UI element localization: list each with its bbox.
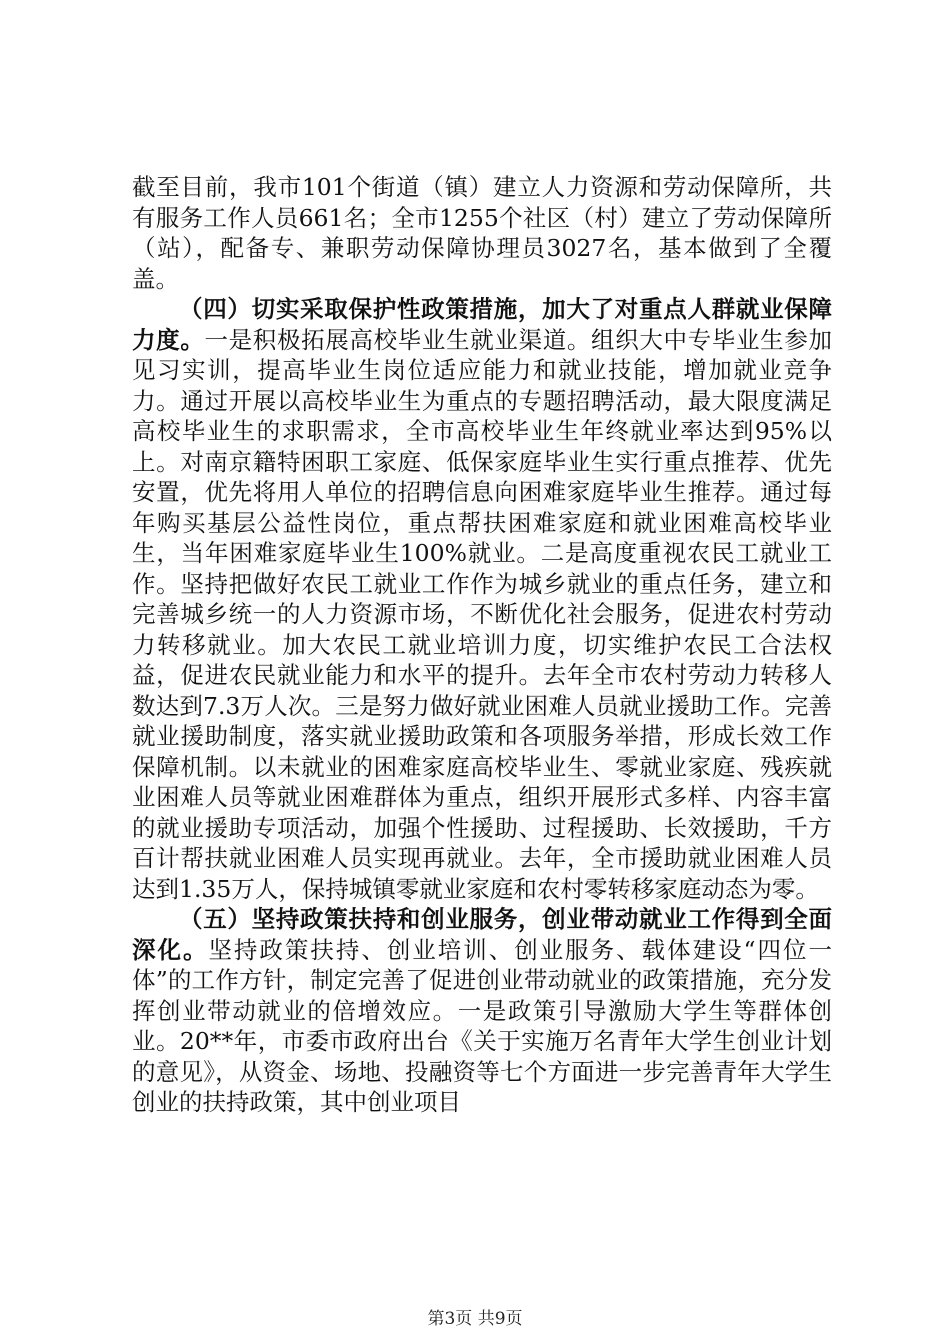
paragraph-section-5 bbox=[132, 904, 832, 1118]
section-heading: （五）坚持政策扶持和创业服务，创业带动就业工作得到全面深化。 bbox=[132, 905, 832, 964]
paragraph-text: 一是积极拓展高校毕业生就业渠道。组织大中专毕业生参加见习实训，提高毕业生岗位适应能力和就业技能，增加就业竞争力。通过开展以高校毕业生为重点的专题招聘活动，最大限度满足高校毕业生的求职需求，全市高校毕业生年终就业率达到95%以上。对南京籍特困职工家庭、低保家庭毕业生实行重点推荐、优先安置，优先将用人单位的招聘信息向困难家庭毕业生推荐。通过每年购买基层公益性岗位，重点帮扶困难家庭和就业困难高校毕业生，当年困难家庭毕业生100%就业。二是高度重视农民工就业工作。坚持把做好农民工就业工作作为城乡就业的重点任务，建立和完善城乡统一的人力资源市场，不断优化社会服务，促进农村劳动力转移就业。加大农民工就业培训力度，切实维护农民工合法权益，促进农民就业能力和水平的提升。去年全市农村劳动力转移人数达到7.3万人次。三是努力做好就业困难人员就业援助工作。完善就业援助制度，落实就业援助政策和各项服务举措，形成长效工作保障机制。以未就业的困难家庭高校毕业生、零就业家庭、残疾就业困难人员等就业困难群体为重点，组织开展形式多样、内容丰富的就业援助专项活动，加强个性援助、过程援助、长效援助，千方百计帮扶就业困难人员实现再就业。去年，全市援助就业困难人员达到1.35万人，保持城镇零就业家庭和农村零转移家庭动态为零。 bbox=[132, 325, 833, 903]
document-body bbox=[132, 172, 832, 1118]
page-footer: 第3页 共9页 bbox=[427, 1309, 523, 1329]
section-heading: （四）切实采取保护性政策措施，加大了对重点人群就业保障力度。 bbox=[132, 295, 832, 354]
paragraph-text: 坚持政策扶持、创业培训、创业服务、载体建设“四位一体”的工作方针，制定完善了促进创业带动就业的政策措施，充分发挥创业带动就业的倍增效应。一是政策引导激励大学生等群体创业。20**年，市委市政府出台《关于实施万名青年大学生创业计划的意见》，从资金、场地、投融资等七个方面进一步完善青年大学生创业的扶持政策，其中创业项目 bbox=[132, 935, 833, 1116]
paragraph-text: 截至目前，我市101个街道（镇）建立人力资源和劳动保障所，共有服务工作人员661名；全市1255个社区（村）建立了劳动保障所（站），配备专、兼职劳动保障协理员3027名，基本做到了全覆盖。 bbox=[132, 173, 832, 293]
paragraph-section-4 bbox=[132, 294, 832, 904]
paragraph-intro bbox=[132, 172, 832, 294]
